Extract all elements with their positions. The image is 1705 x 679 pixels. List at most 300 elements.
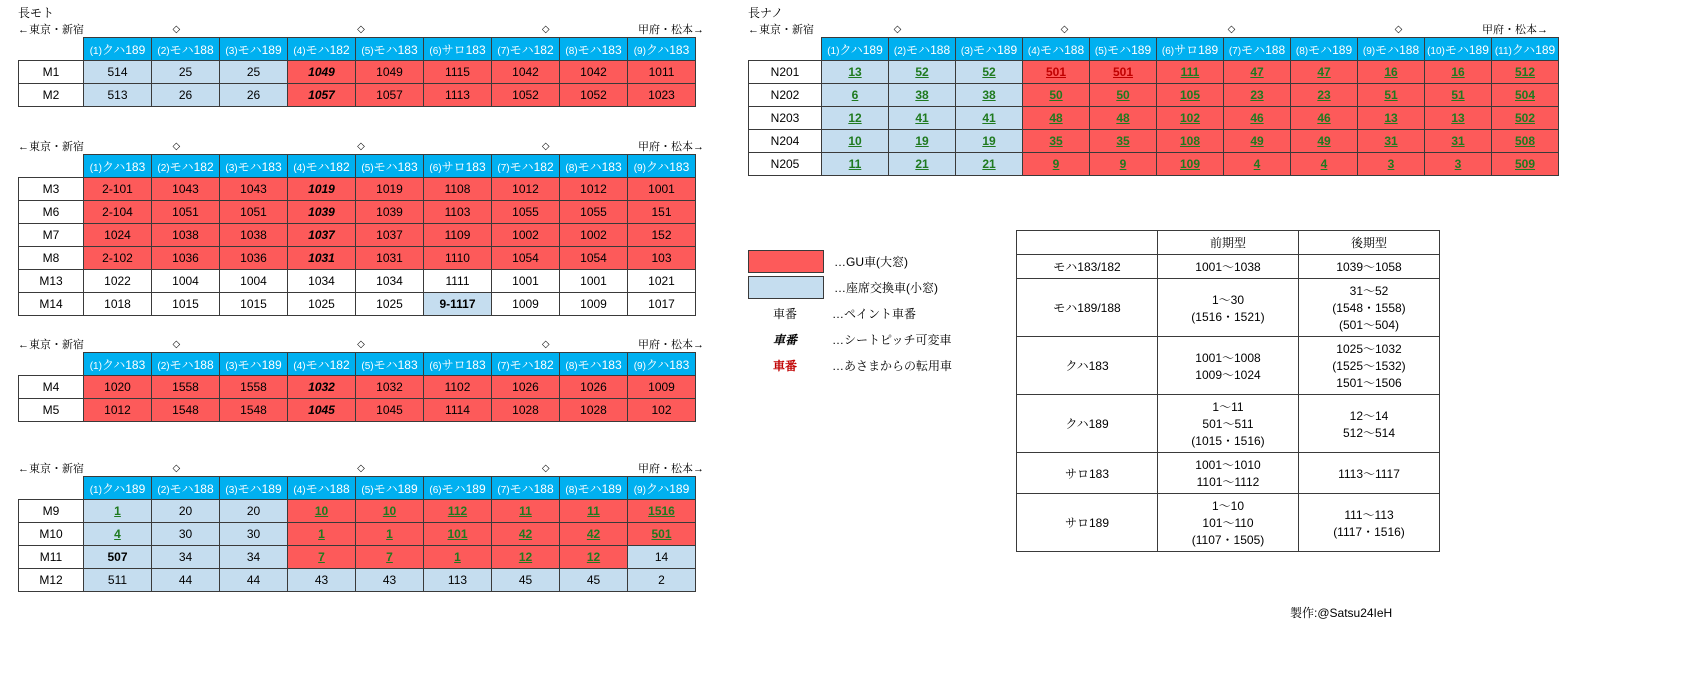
car-number-cell xyxy=(288,201,356,224)
direction-bar xyxy=(748,23,1548,37)
car-number-cell xyxy=(628,61,696,84)
column-header xyxy=(356,477,424,500)
car-number-cell xyxy=(220,247,288,270)
car-number: 13 xyxy=(848,65,862,79)
spec-late-range xyxy=(1299,337,1440,395)
car-number-cell xyxy=(628,546,696,569)
diamond-marker: ◇ xyxy=(541,24,550,35)
car-number: 109 xyxy=(1179,157,1201,171)
car-number: 11 xyxy=(587,504,600,518)
car-number: 23 xyxy=(1317,88,1331,102)
table-corner xyxy=(19,155,84,178)
car-number-cell xyxy=(956,61,1023,84)
column-header xyxy=(424,155,492,178)
car-number: 7 xyxy=(318,550,325,564)
row-label: M3 xyxy=(19,178,84,201)
column-header-number: (3) xyxy=(225,484,238,496)
spec-range-line: 501～511 xyxy=(1202,417,1254,431)
car-number-cell xyxy=(288,546,356,569)
diamond-marker: ◇ xyxy=(172,463,181,474)
car-number-cell xyxy=(1358,130,1425,153)
car-number-cell xyxy=(1023,84,1090,107)
direction-left: ←東京・新宿 xyxy=(18,339,84,351)
car-number: 102 xyxy=(651,403,672,417)
spec-range-line: 512～514 xyxy=(1342,425,1396,440)
direction-bar xyxy=(18,462,704,476)
car-number: 1114 xyxy=(445,403,470,417)
car-number: 45 xyxy=(586,573,601,587)
column-header xyxy=(492,38,560,61)
diamond-marker: ◇ xyxy=(541,463,550,474)
car-number-cell xyxy=(152,178,220,201)
car-number-cell xyxy=(424,546,492,569)
legend xyxy=(748,248,952,378)
spec-late-range xyxy=(1299,279,1440,337)
car-number: 49 xyxy=(1317,134,1331,148)
car-number-cell xyxy=(492,61,560,84)
formation-table xyxy=(18,352,696,422)
car-number-cell xyxy=(1023,153,1090,176)
column-header-number: (8) xyxy=(565,360,578,372)
spec-row xyxy=(1017,337,1440,395)
car-number: 49 xyxy=(1250,134,1264,148)
row-label: M1 xyxy=(19,61,84,84)
car-number: 508 xyxy=(1514,134,1536,148)
column-header-car: モハ189 xyxy=(373,481,418,496)
car-number: 1009 xyxy=(512,297,539,311)
car-number: 108 xyxy=(1179,134,1201,148)
spec-car-type: クハ189 xyxy=(1017,395,1158,453)
car-number: 1043 xyxy=(172,182,199,196)
spec-range-line: 12～14 xyxy=(1349,408,1389,423)
car-number: 10 xyxy=(382,504,397,518)
car-number: 1054 xyxy=(512,251,539,265)
car-number-cell xyxy=(356,500,424,523)
car-number: 1108 xyxy=(444,182,471,196)
car-number-cell xyxy=(288,569,356,592)
car-number-cell xyxy=(560,399,628,422)
car-number-cell xyxy=(628,224,696,247)
column-header-car: モハ188 xyxy=(1375,42,1420,57)
column-header-number: (2) xyxy=(157,45,170,57)
column-header xyxy=(424,353,492,376)
table-row xyxy=(19,399,696,422)
car-number-cell xyxy=(220,61,288,84)
car-number: 103 xyxy=(651,251,672,265)
column-header-car: クハ189 xyxy=(645,481,690,496)
car-number: 1110 xyxy=(445,251,470,265)
row-label: N201 xyxy=(749,61,822,84)
spec-early-range xyxy=(1158,337,1299,395)
car-number: 1057 xyxy=(308,88,335,102)
car-number-cell xyxy=(84,546,152,569)
car-number: 1038 xyxy=(172,228,199,242)
car-number-cell xyxy=(424,376,492,399)
car-number-cell xyxy=(628,399,696,422)
formation-table xyxy=(748,37,1559,176)
car-number: 4 xyxy=(1253,157,1261,171)
car-number: 51 xyxy=(1451,88,1465,102)
car-number: 7 xyxy=(386,550,393,564)
car-number: 1036 xyxy=(172,251,199,265)
car-number-cell xyxy=(424,84,492,107)
column-header-number: (9) xyxy=(633,162,646,174)
column-header-car: サロ189 xyxy=(1174,42,1219,57)
car-number: 1113 xyxy=(445,88,470,102)
car-number: 20 xyxy=(178,504,193,518)
car-number: 1028 xyxy=(512,403,539,417)
car-number: 4 xyxy=(1320,157,1328,171)
car-number: 1102 xyxy=(444,380,471,394)
column-header xyxy=(288,477,356,500)
car-number-cell xyxy=(1157,84,1224,107)
column-header-car: モハ182 xyxy=(305,42,350,57)
car-number-cell xyxy=(1291,107,1358,130)
column-header-number: (9) xyxy=(1362,45,1376,57)
spec-car-type: サロ189 xyxy=(1017,494,1158,552)
car-number-cell xyxy=(956,130,1023,153)
spec-early-range xyxy=(1158,494,1299,552)
column-header-car: モハ183 xyxy=(373,42,418,57)
car-number-cell xyxy=(1425,130,1492,153)
column-header-number: (9) xyxy=(633,45,646,57)
table-row xyxy=(749,84,1559,107)
car-number: 1011 xyxy=(648,65,675,79)
spec-car-type: モハ189/188 xyxy=(1017,279,1158,337)
car-number-cell xyxy=(1224,130,1291,153)
car-number: 1022 xyxy=(104,274,131,288)
diamond-marker: ◇ xyxy=(172,141,181,152)
table-row xyxy=(749,130,1559,153)
spec-range-line: 1101～1112 xyxy=(1196,475,1260,489)
car-number: 1558 xyxy=(172,380,199,394)
car-number: 507 xyxy=(107,550,128,564)
car-number-cell xyxy=(424,293,492,316)
car-number: 1026 xyxy=(580,380,607,394)
column-header-number: (5) xyxy=(361,360,374,372)
column-header xyxy=(220,353,288,376)
spec-early-range xyxy=(1158,279,1299,337)
car-number: 12 xyxy=(848,111,862,125)
car-number: 11 xyxy=(519,504,532,518)
car-number: 1001 xyxy=(580,274,607,288)
column-header xyxy=(84,155,152,178)
formation-group-1 xyxy=(18,4,704,107)
spec-table-wrap xyxy=(1016,230,1440,552)
column-header xyxy=(424,38,492,61)
car-number: 43 xyxy=(314,573,329,587)
car-number-cell xyxy=(492,523,560,546)
direction-left: ←東京・新宿 xyxy=(18,24,84,36)
car-number-cell xyxy=(356,523,424,546)
column-header-car: モハ183 xyxy=(237,159,282,174)
column-header-number: (4) xyxy=(293,484,306,496)
car-number: 1558 xyxy=(240,380,267,394)
car-number: 1004 xyxy=(240,274,267,288)
car-number: 20 xyxy=(246,504,261,518)
car-number: 1038 xyxy=(240,228,267,242)
table-row xyxy=(19,569,696,592)
car-number-cell xyxy=(424,61,492,84)
car-number: 1037 xyxy=(376,228,403,242)
car-number-cell xyxy=(152,84,220,107)
column-header xyxy=(152,155,220,178)
car-number: 1039 xyxy=(376,205,403,219)
car-number: 112 xyxy=(447,504,468,518)
car-number: 14 xyxy=(654,550,669,564)
row-label: N202 xyxy=(749,84,822,107)
car-number: 2 xyxy=(658,573,665,587)
column-header-car: クハ189 xyxy=(101,481,146,496)
column-header-car: モハ182 xyxy=(305,357,350,372)
car-number: 21 xyxy=(982,157,996,171)
legend-sample-label: 車番 xyxy=(772,306,797,321)
car-number: 1049 xyxy=(308,65,335,79)
car-number: 1 xyxy=(114,504,121,518)
car-number: 34 xyxy=(246,550,261,564)
diamond-marker: ◇ xyxy=(1227,24,1236,35)
car-number: 105 xyxy=(1179,88,1201,102)
car-number: 1042 xyxy=(512,65,539,79)
car-number: 30 xyxy=(178,527,193,541)
car-number-cell xyxy=(492,178,560,201)
column-header-number: (2) xyxy=(157,360,170,372)
car-number-cell xyxy=(288,61,356,84)
car-number: 34 xyxy=(178,550,193,564)
column-header-car: クハ183 xyxy=(101,159,146,174)
column-header-number: (4) xyxy=(293,162,306,174)
car-number: 1024 xyxy=(104,228,131,242)
car-number-cell xyxy=(220,224,288,247)
column-header-number: (1) xyxy=(827,45,840,57)
car-number-cell xyxy=(889,130,956,153)
car-number-cell xyxy=(84,523,152,546)
column-header xyxy=(288,155,356,178)
column-header-car: モハ188 xyxy=(906,42,951,57)
column-header-number: (5) xyxy=(1094,45,1108,57)
column-header-number: (8) xyxy=(565,484,578,496)
spec-range-line: (1117・1516) xyxy=(1333,524,1405,539)
direction-right: 甲府・松本→ xyxy=(638,141,705,153)
spec-range-line: 101～110 xyxy=(1202,516,1254,530)
row-label: M10 xyxy=(19,523,84,546)
car-number-cell xyxy=(152,61,220,84)
spec-range-line: (1015・1516) xyxy=(1191,434,1265,448)
column-header-car: モハ188 xyxy=(1241,42,1286,57)
column-header xyxy=(356,353,424,376)
car-number: 42 xyxy=(518,527,533,541)
car-number: 1045 xyxy=(308,403,335,417)
car-number-cell xyxy=(1358,61,1425,84)
column-header xyxy=(84,353,152,376)
car-number-cell xyxy=(1157,153,1224,176)
car-number-cell xyxy=(424,270,492,293)
car-number-cell xyxy=(1224,153,1291,176)
column-header-number: (9) xyxy=(633,360,646,372)
car-number: 1034 xyxy=(308,274,335,288)
car-number: 1001 xyxy=(648,182,675,196)
car-number-cell xyxy=(560,546,628,569)
car-number: 1032 xyxy=(308,380,335,394)
column-header-number: (8) xyxy=(565,162,578,174)
column-header xyxy=(220,155,288,178)
car-number: 25 xyxy=(246,65,261,79)
car-number: 44 xyxy=(178,573,193,587)
car-number: 47 xyxy=(1317,65,1331,79)
car-number: 38 xyxy=(915,88,929,102)
car-number-cell xyxy=(356,247,424,270)
column-header xyxy=(1425,38,1492,61)
car-number-cell xyxy=(560,569,628,592)
car-number: 35 xyxy=(1116,134,1130,148)
car-number: 48 xyxy=(1116,111,1130,125)
table-row xyxy=(19,500,696,523)
column-header-car: サロ183 xyxy=(441,357,486,372)
car-number-cell xyxy=(1291,84,1358,107)
column-header-car: クハ189 xyxy=(101,42,146,57)
car-number-cell xyxy=(356,399,424,422)
column-header xyxy=(220,477,288,500)
row-label: M11 xyxy=(19,546,84,569)
car-number-cell xyxy=(956,153,1023,176)
car-number-cell xyxy=(1224,107,1291,130)
table-corner xyxy=(19,353,84,376)
car-number: 1028 xyxy=(580,403,607,417)
car-number: 102 xyxy=(1179,111,1201,125)
car-number: 1019 xyxy=(308,182,335,196)
formation-group-3 xyxy=(18,338,704,422)
table-row xyxy=(19,201,696,224)
car-number-cell xyxy=(152,224,220,247)
column-header-car: モハ188 xyxy=(509,481,554,496)
spec-row xyxy=(1017,453,1440,494)
spec-column-header: 後期型 xyxy=(1299,231,1440,255)
car-number-cell xyxy=(84,399,152,422)
car-number: 512 xyxy=(1514,65,1536,79)
car-number: 44 xyxy=(246,573,261,587)
car-number: 1002 xyxy=(512,228,539,242)
car-number-cell xyxy=(1090,153,1157,176)
car-number: 1012 xyxy=(104,403,131,417)
column-header-car: モハ182 xyxy=(169,159,214,174)
car-number: 1018 xyxy=(104,297,131,311)
car-number: 514 xyxy=(107,65,128,79)
spec-range-line: 1～10 xyxy=(1211,499,1245,513)
column-header xyxy=(1224,38,1291,61)
legend-row xyxy=(748,248,952,274)
car-number-cell xyxy=(560,523,628,546)
column-header-number: (6) xyxy=(429,484,442,496)
car-number: 151 xyxy=(651,205,672,219)
car-number: 511 xyxy=(107,573,128,587)
spec-range-line: 1039～1058 xyxy=(1336,260,1402,274)
car-number-cell xyxy=(220,569,288,592)
column-header xyxy=(560,155,628,178)
car-number: 101 xyxy=(447,527,468,541)
car-number: 1025 xyxy=(308,297,335,311)
car-number-cell xyxy=(1425,61,1492,84)
table-row xyxy=(749,107,1559,130)
column-header xyxy=(356,155,424,178)
car-number-cell xyxy=(220,546,288,569)
column-header xyxy=(560,477,628,500)
car-number: 19 xyxy=(915,134,929,148)
spec-range-line: 1001～1038 xyxy=(1195,260,1261,274)
column-header-number: (1) xyxy=(89,45,102,57)
spec-car-type: サロ183 xyxy=(1017,453,1158,494)
car-number: 113 xyxy=(447,573,468,587)
column-header-car: モハ182 xyxy=(305,159,350,174)
car-number-cell xyxy=(1090,61,1157,84)
car-number-cell xyxy=(356,84,424,107)
car-number-cell xyxy=(1291,61,1358,84)
car-number-cell xyxy=(220,270,288,293)
car-number-cell xyxy=(356,546,424,569)
column-header-number: (3) xyxy=(225,162,238,174)
car-number-cell xyxy=(84,500,152,523)
car-number-cell xyxy=(356,224,424,247)
car-number-cell xyxy=(288,500,356,523)
column-header-number: (5) xyxy=(361,45,374,57)
spec-range-line: 1001～1010 xyxy=(1195,458,1261,472)
car-number: 52 xyxy=(915,65,929,79)
column-header xyxy=(628,38,696,61)
car-number: 9 xyxy=(1119,157,1127,171)
car-number: 513 xyxy=(107,88,128,102)
car-number-cell xyxy=(288,376,356,399)
direction-bar xyxy=(18,140,704,154)
spec-range-line: (501～504) xyxy=(1338,318,1400,332)
column-header-car: モハ183 xyxy=(373,159,418,174)
car-number: 46 xyxy=(1317,111,1331,125)
car-number: 1043 xyxy=(240,182,267,196)
car-number-cell xyxy=(84,270,152,293)
car-number-cell xyxy=(152,247,220,270)
car-number-cell xyxy=(628,500,696,523)
car-number-cell xyxy=(84,247,152,270)
car-number: 4 xyxy=(114,527,121,541)
car-number: 1025 xyxy=(376,297,403,311)
car-number-cell xyxy=(822,84,889,107)
column-header-car: モハ182 xyxy=(509,159,554,174)
column-header xyxy=(492,477,560,500)
car-number-cell xyxy=(628,293,696,316)
car-number-cell xyxy=(84,569,152,592)
car-number-cell xyxy=(152,293,220,316)
car-number-cell xyxy=(84,224,152,247)
spec-column-header: 前期型 xyxy=(1158,231,1299,255)
car-number: 10 xyxy=(314,504,329,518)
spec-row xyxy=(1017,494,1440,552)
car-number: 1051 xyxy=(240,205,267,219)
column-header xyxy=(1090,38,1157,61)
spec-range-line: 1113～1117 xyxy=(1338,466,1400,481)
row-label: M12 xyxy=(19,569,84,592)
car-number: 1002 xyxy=(580,228,607,242)
car-number-cell xyxy=(822,130,889,153)
diamond-marker: ◇ xyxy=(1394,24,1403,35)
column-header xyxy=(822,38,889,61)
formation-group-4 xyxy=(18,462,704,592)
car-number-cell xyxy=(560,247,628,270)
car-number-cell xyxy=(424,201,492,224)
car-number-cell xyxy=(356,61,424,84)
spec-range-line: (1548・1558) xyxy=(1332,301,1406,315)
column-header-car: サロ183 xyxy=(441,42,486,57)
car-number-cell xyxy=(152,546,220,569)
car-number-cell xyxy=(492,201,560,224)
car-number-cell xyxy=(628,84,696,107)
